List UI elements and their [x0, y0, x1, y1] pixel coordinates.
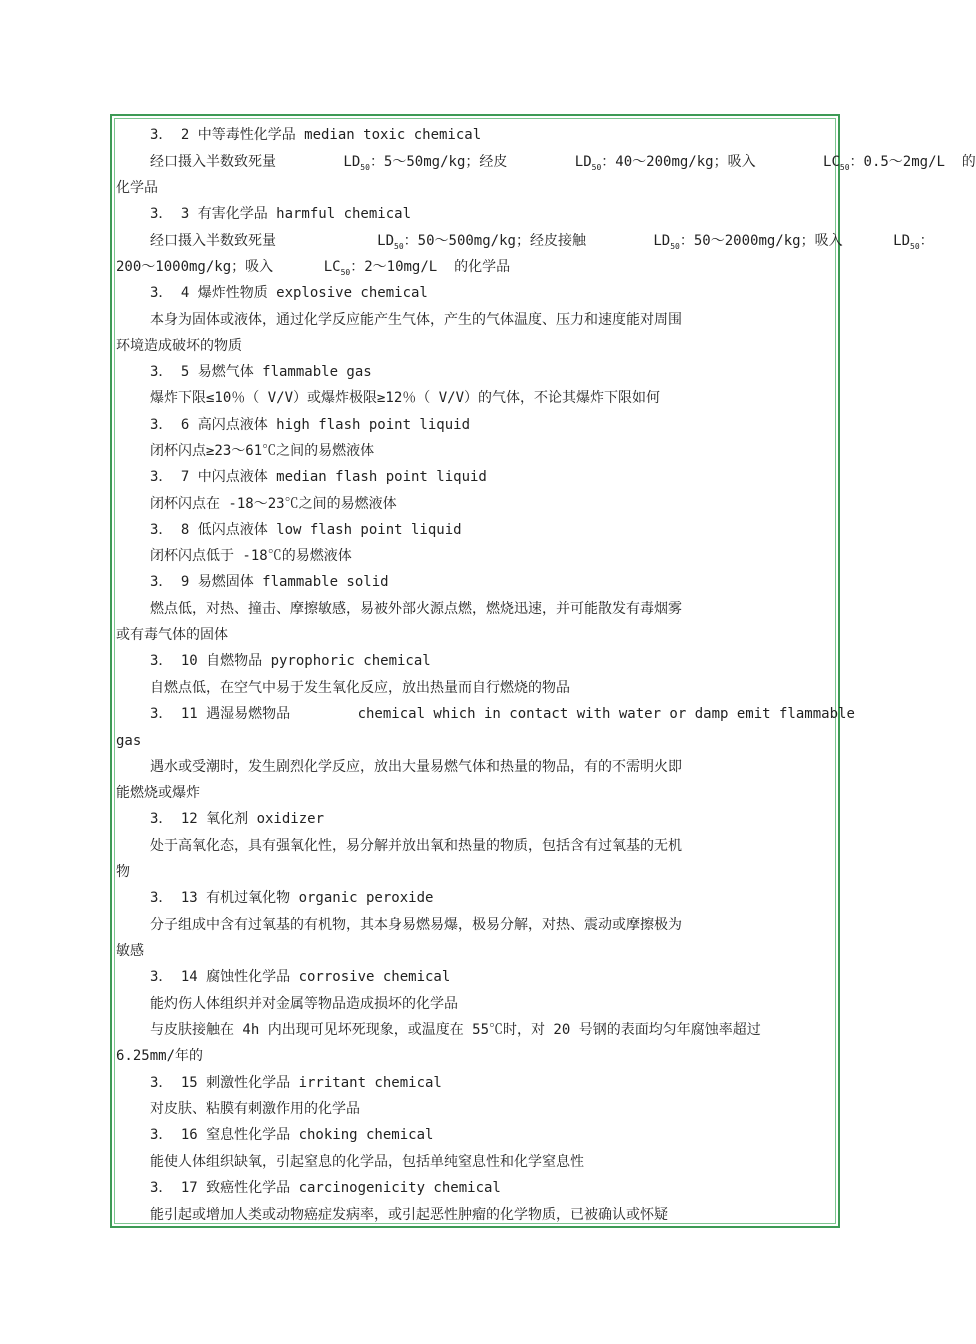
term-3-14-criteria: 与皮肤接触在 4h 内出现可见坏死现象，或温度在 55℃时，对 20 号钢的表面均匀年腐蚀率超过: [150, 1022, 761, 1038]
term-3-6-heading: 3． 6 高闪点液体 high flash point liquid: [150, 417, 471, 433]
term-3-4-definition: 本身为固体或液体，通过化学反应能产生气体，产生的气体温度、压力和速度能对周围: [150, 312, 682, 328]
term-3-9-definition-cont: 或有毒气体的固体: [116, 627, 228, 643]
term-3-8-definition: 闭杯闪点低于 -18℃的易燃液体: [150, 548, 352, 564]
term-3-5-heading: 3． 5 易燃气体 flammable gas: [150, 364, 372, 380]
term-3-17-definition: 能引起或增加人类或动物癌症发病率，或引起恶性肿瘤的化学物质，已被确认或怀疑: [150, 1207, 668, 1223]
term-3-3-definition-cont: 200～1000mg/kg；吸入 $LC_{50}$：2～10mg/L 的化学品: [116, 259, 511, 277]
term-3-12-heading: 3． 12 氧化剂 oxidizer: [150, 811, 325, 827]
term-3-4-definition-cont: 环境造成破坏的物质: [116, 338, 242, 354]
term-3-13-definition-cont: 敏感: [116, 943, 144, 959]
term-3-2-heading: 3． 2 中等毒性化学品 median toxic chemical: [150, 127, 482, 143]
term-3-16-heading: 3． 16 窒息性化学品 choking chemical: [150, 1127, 434, 1143]
term-3-12-definition: 处于高氧化态，具有强氧化性，易分解并放出氧和热量的物质，包括含有过氧基的无机: [150, 838, 682, 854]
term-3-7-definition: 闭杯闪点在 -18～23℃之间的易燃液体: [150, 496, 397, 512]
term-3-14-definition: 能灼伤人体组织并对金属等物品造成损坏的化学品: [150, 996, 458, 1012]
term-3-8-heading: 3． 8 低闪点液体 low flash point liquid: [150, 522, 462, 538]
term-3-15-heading: 3． 15 刺激性化学品 irritant chemical: [150, 1075, 442, 1091]
term-3-11-definition: 遇水或受潮时，发生剧烈化学反应，放出大量易燃气体和热量的物品，有的不需明火即: [150, 759, 682, 775]
term-3-12-definition-cont: 物: [116, 864, 130, 880]
term-3-13-heading: 3． 13 有机过氧化物 organic peroxide: [150, 890, 434, 906]
term-3-2-definition-cont: 化学品: [116, 180, 158, 196]
term-3-2-definition: 经口摄入半数致死量 $LD_{50}$：5～50mg/kg；经皮 $LD_{50}$：40～200mg/kg；吸入 $LC_{50}$：0.5～2mg/L 的: [150, 154, 976, 172]
term-3-10-heading: 3． 10 自燃物品 pyrophoric chemical: [150, 653, 431, 669]
term-3-11-heading: 3． 11 遇湿易燃物品 chemical which in contact with water or damp emit flammable: [150, 706, 855, 722]
term-3-9-heading: 3． 9 易燃固体 flammable solid: [150, 574, 389, 590]
term-3-4-heading: 3． 4 爆炸性物质 explosive chemical: [150, 285, 428, 301]
term-3-13-definition: 分子组成中含有过氧基的有机物，其本身易燃易爆，极易分解，对热、震动或摩擦极为: [150, 917, 682, 933]
term-3-9-definition: 燃点低，对热、撞击、摩擦敏感，易被外部火源点燃，燃烧迅速，并可能散发有毒烟雾: [150, 601, 682, 617]
term-3-17-heading: 3． 17 致癌性化学品 carcinogenicity chemical: [150, 1180, 501, 1196]
term-3-11-heading-cont: gas: [116, 733, 142, 749]
term-3-3-heading: 3． 3 有害化学品 harmful chemical: [150, 206, 412, 222]
term-3-11-definition-cont: 能燃烧或爆炸: [116, 785, 200, 801]
term-3-14-heading: 3． 14 腐蚀性化学品 corrosive chemical: [150, 969, 451, 985]
term-3-16-definition: 能使人体组织缺氧，引起窒息的化学品，包括单纯窒息性和化学窒息性: [150, 1154, 584, 1170]
term-3-10-definition: 自燃点低，在空气中易于发生氧化反应，放出热量而自行燃烧的物品: [150, 680, 570, 696]
term-3-7-heading: 3． 7 中闪点液体 median flash point liquid: [150, 469, 487, 485]
term-3-14-criteria-cont: 6.25mm/年的: [116, 1048, 204, 1064]
term-3-3-definition: 经口摄入半数致死量 $LD_{50}$：50～500mg/kg；经皮接触 $LD_{50}$：50～2000mg/kg；吸入 $LD_{50}$：: [150, 233, 934, 251]
term-3-5-definition: 爆炸下限≤10％（ V/V）或爆炸极限≥12％（ V/V）的气体，不论其爆炸下限如何: [150, 390, 661, 406]
term-3-6-definition: 闭杯闪点≥23～61℃之间的易燃液体: [150, 443, 375, 459]
term-3-15-definition: 对皮肤、粘膜有刺激作用的化学品: [150, 1101, 360, 1117]
